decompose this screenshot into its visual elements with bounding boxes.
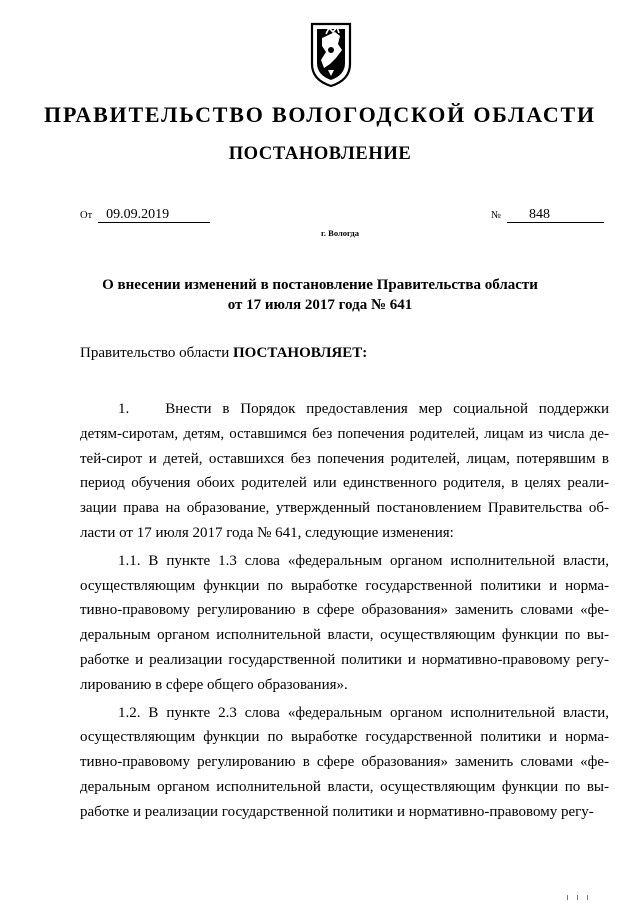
document-title — [0, 275, 640, 315]
organization-name: ПРАВИТЕЛЬСТВО ВОЛОГОДСКОЙ ОБЛАСТИ — [44, 102, 596, 127]
city-label: г. Вологда — [321, 228, 359, 238]
date-prefix: От — [80, 210, 93, 221]
paragraph-1-1: 1.1. В пункте 1.3 слова «федеральным органом исполнительной власти, осуществляющим функции по выработке государственной политики и нормативно-правовому регулированию в сфере образования» заменить словами «федеральным органом исполнительной власти, осуществляющим функции по выработке и реализации государственной политики и нормативно-правовому регулированию в сфере общего образования». — [80, 552, 609, 693]
decree-lead: Правительство области — [80, 345, 233, 361]
title-line-2: от 17 июля 2017 года № 641 — [227, 297, 413, 313]
paragraph-1-2: 1.2. В пункте 2.3 слова «федеральным органом исполнительной власти, осуществляющим функции по выработке государственной политики и нормативно-правовому регулированию в сфере образования» заменить словами «федеральным органом исполнительной власти, осуществляющим функции по выработке и реализации государственной политики и нормативно-правовому регу- — [80, 704, 609, 820]
coat-of-arms-emblem — [308, 20, 354, 88]
paragraph-1 — [80, 397, 609, 546]
paragraph-1-text: Внести в Порядок предоставления мер социальной поддержки детям-сиротам, детям, оставшимся без попечения родителей, лицам из числа детей-сирот и детей, оставшихся без попечения родителей, лицам, потерявшим в период обучения обоих родителей или единственного родителя, в целях реализации права на образование, утвержденный постановлением Правительства области от 17 июля 2017 года № 641, следующие изменения: — [80, 401, 609, 541]
document-date: 09.09.2019 — [98, 207, 210, 223]
decree-line — [80, 345, 367, 362]
number-field — [491, 207, 604, 223]
title-line-1: О внесении изменений в постановление Правительства области — [102, 277, 538, 293]
paragraph-1-number: 1. — [118, 401, 130, 417]
footer-marks — [565, 893, 595, 901]
document-body — [80, 397, 609, 825]
number-prefix: № — [491, 210, 502, 221]
document-number: 848 — [507, 207, 604, 223]
document-type: ПОСТАНОВЛЕНИЕ — [228, 144, 412, 164]
date-field — [80, 207, 210, 223]
decree-keyword: ПОСТАНОВЛЯЕТ: — [232, 345, 368, 361]
